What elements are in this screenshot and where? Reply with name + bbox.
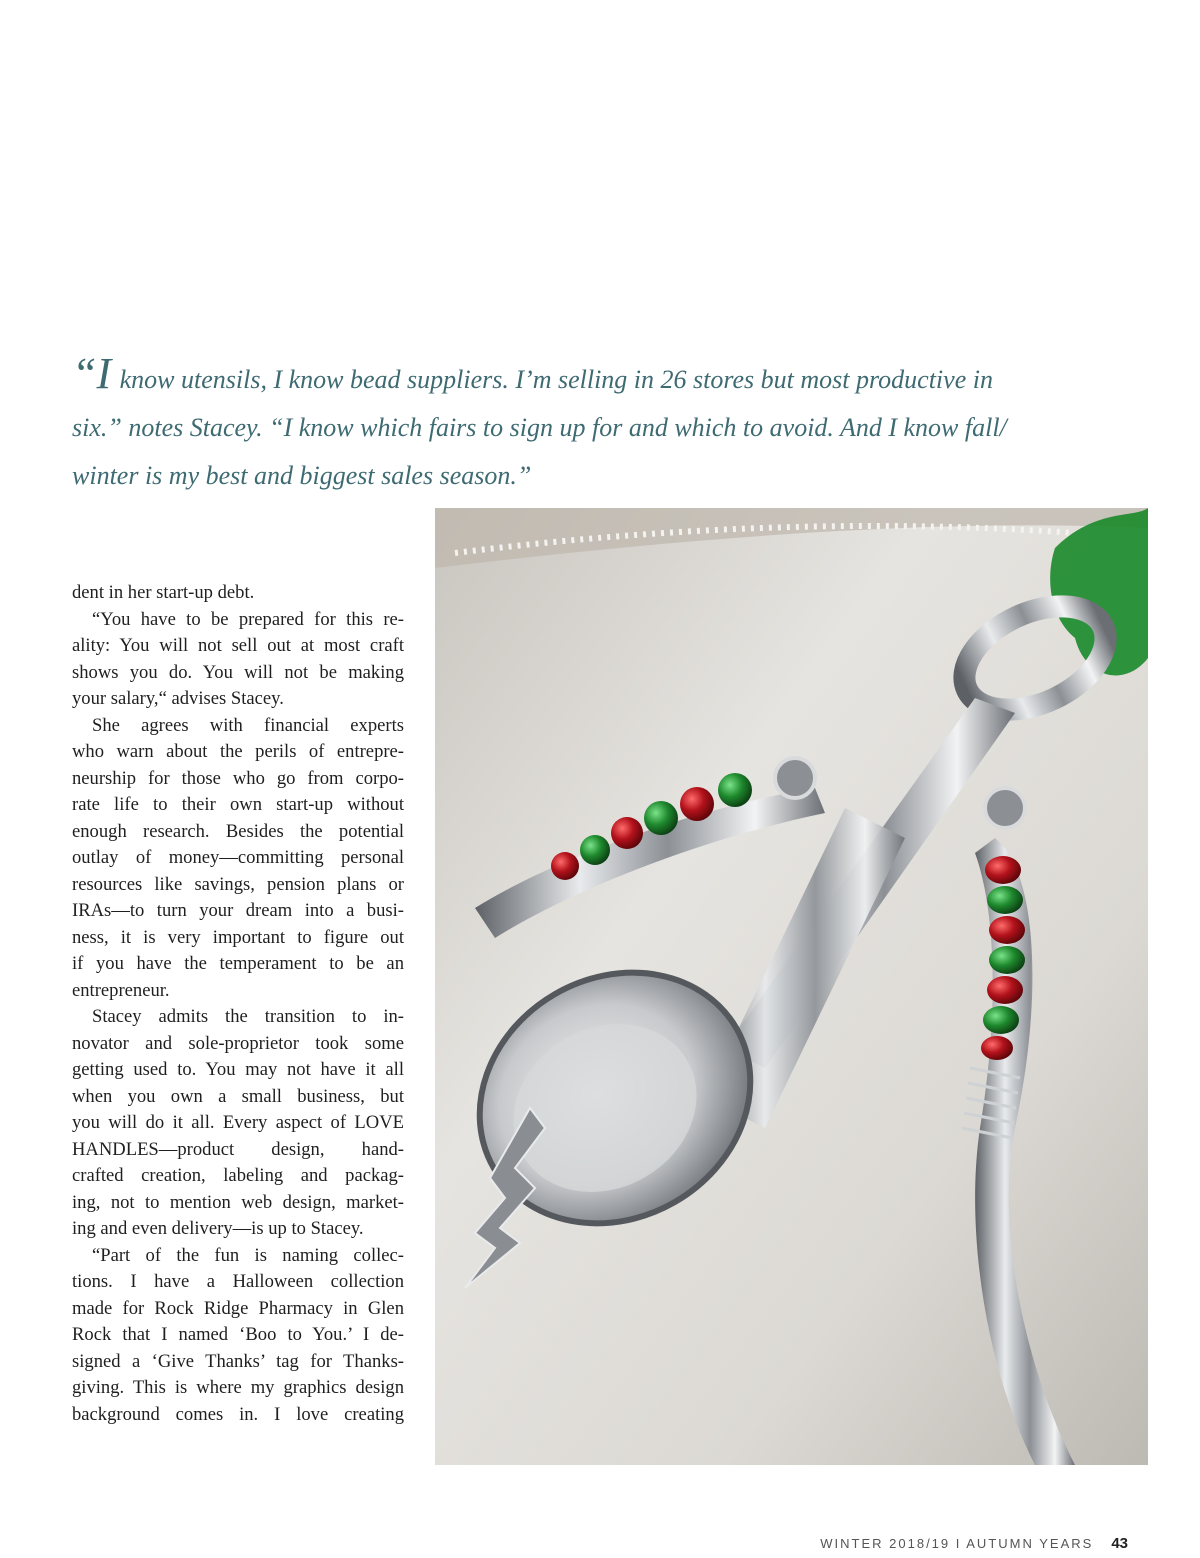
article-body-column <box>72 580 404 1428</box>
body-line: getting used to. You may not have it all <box>72 1059 404 1080</box>
body-line: background comes in. I love creating <box>72 1403 404 1425</box>
body-line: giving. This is where my graphics design <box>72 1377 404 1398</box>
body-line: your salary,“ advises Stacey. <box>72 688 284 709</box>
body-line: you will do it all. Every aspect of LOVE <box>72 1112 404 1133</box>
body-line: tions. I have a Halloween collection <box>72 1271 404 1292</box>
body-line: who warn about the perils of entrepre- <box>72 741 404 762</box>
drop-cap: “I <box>72 349 112 398</box>
body-line: rate life to their own start-up without <box>72 794 404 815</box>
body-line: resources like savings, pension plans or <box>72 873 404 895</box>
body-line: ality: You will not sell out at most craft <box>72 635 404 656</box>
corkscrew-icon <box>435 508 1148 1465</box>
pull-quote-line: winter is my best and biggest sales season.” <box>72 461 532 490</box>
page-footer <box>820 1535 1128 1552</box>
body-line: She agrees with financial experts <box>92 714 404 736</box>
body-line: ness, it is very important to figure out <box>72 926 404 948</box>
issue-label: WINTER 2018/19 I AUTUMN YEARS <box>820 1536 1094 1551</box>
body-line: Stacey admits the transition to in- <box>92 1006 404 1027</box>
body-line: Rock that I named ‘Boo to You.’ I de- <box>72 1324 404 1345</box>
body-line: made for Rock Ridge Pharmacy in Glen <box>72 1297 404 1319</box>
body-line: ing and even delivery—is up to Stacey. <box>72 1218 364 1239</box>
pull-quote-line <box>72 349 1132 404</box>
body-line: “Part of the fun is naming collec- <box>92 1244 404 1266</box>
body-line: entrepreneur. <box>72 979 170 1001</box>
corkscrew-photo <box>435 508 1148 1465</box>
body-line: novator and sole-proprietor took some <box>72 1032 404 1054</box>
body-line: “You have to be prepared for this re- <box>92 608 404 630</box>
body-line: HANDLES—product design, hand- <box>72 1138 404 1160</box>
gear-icon <box>985 788 1025 828</box>
gear-icon <box>775 758 815 798</box>
page-number: 43 <box>1111 1535 1128 1552</box>
pull-quote-text: know utensils, I know bead suppliers. I’m selling in 26 stores but most productive in <box>113 365 993 394</box>
body-line: outlay of money—committing personal <box>72 847 404 868</box>
body-line: when you own a small business, but <box>72 1085 404 1107</box>
body-line: signed a ‘Give Thanks’ tag for Thanks- <box>72 1350 404 1372</box>
body-line: IRAs—to turn your dream into a busi- <box>72 900 404 921</box>
body-line: dent in her start-up debt. <box>72 582 255 603</box>
pull-quote <box>72 349 1132 500</box>
body-line: neurship for those who go from corpo- <box>72 767 404 789</box>
body-line: crafted creation, labeling and packag- <box>72 1165 404 1186</box>
body-line: ing, not to mention web design, market- <box>72 1191 404 1213</box>
body-line: enough research. Besides the potential <box>72 820 404 842</box>
pull-quote-line: six.” notes Stacey. “I know which fairs to sign up for and which to avoid. And I know fall/ <box>72 413 1007 442</box>
body-line: shows you do. You will not be making <box>72 661 404 683</box>
body-line: if you have the temperament to be an <box>72 953 404 974</box>
